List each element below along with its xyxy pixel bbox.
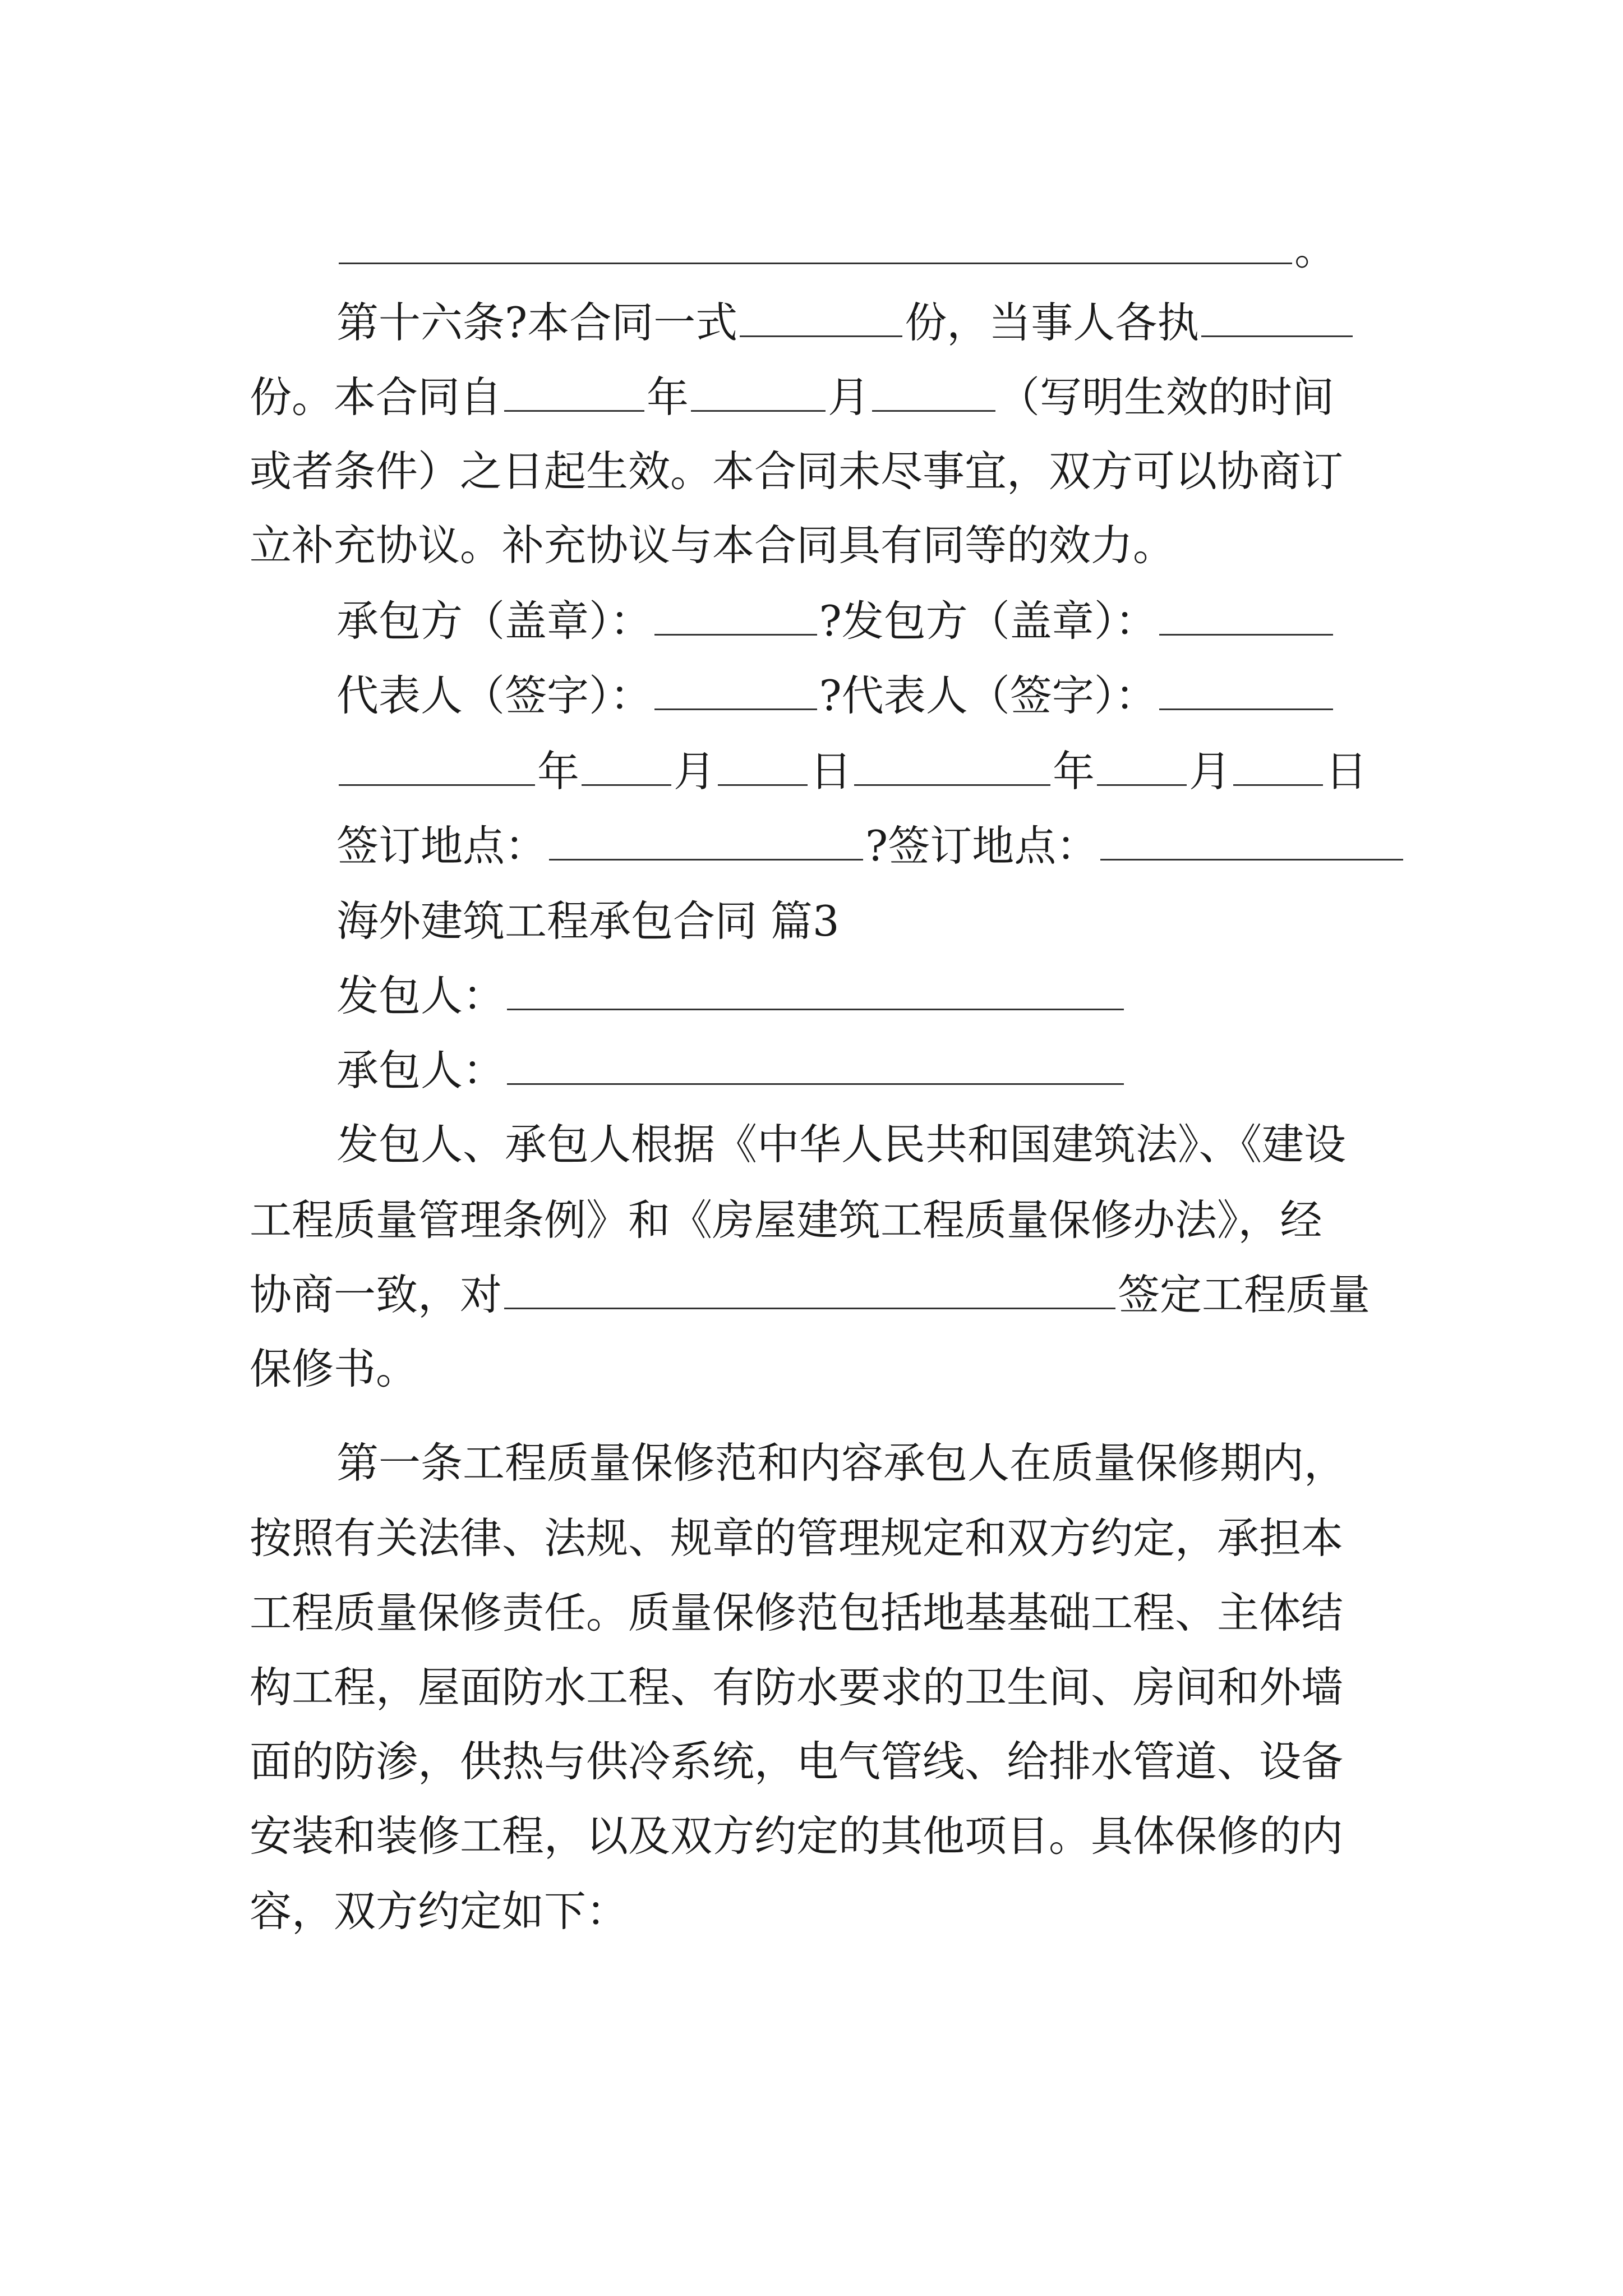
line-12	[336, 1042, 1126, 1098]
employer-label: 发包人：	[336, 971, 505, 1020]
signing-place-label-1: 签订地点：	[336, 821, 547, 871]
month-label: 月	[828, 372, 870, 422]
line-17: 第一条工程质量保修范和内容承包人在质量保修期内，	[336, 1438, 1347, 1488]
employer-blank[interactable]	[507, 969, 1124, 1010]
date-month-blank-2[interactable]	[1097, 745, 1187, 786]
month-label-2: 月	[1189, 747, 1232, 796]
section-heading: 海外建筑工程承包合同 篇3	[336, 896, 840, 946]
copies-blank[interactable]	[740, 296, 902, 337]
line-2	[336, 295, 1355, 351]
line-16: 保修书。	[250, 1344, 418, 1393]
month-label-1: 月	[674, 747, 716, 796]
copies-each-text: 份，当事人各执	[905, 298, 1200, 347]
line-1	[336, 222, 1336, 278]
period: 。	[1294, 225, 1337, 274]
rep-sign-label-2: ?代表人（签字）：	[819, 671, 1158, 720]
line-23: 容，双方约定如下：	[250, 1887, 629, 1936]
year-label-1: 年	[537, 747, 580, 796]
day-blank[interactable]	[872, 371, 995, 412]
month-blank[interactable]	[691, 371, 826, 412]
date-month-blank-1[interactable]	[582, 745, 671, 786]
rep-sign-blank-2[interactable]	[1159, 669, 1333, 710]
year-blank[interactable]	[504, 371, 644, 412]
line-6	[336, 593, 1335, 649]
condition-note: （写明生效的时间	[998, 372, 1335, 422]
line-18: 按照有关法律、法规、规章的管理规定和双方约定，承担本	[250, 1513, 1344, 1563]
line-7	[336, 668, 1335, 724]
line-22: 安装和装修工程，以及双方约定的其他项目。具体保修的内	[250, 1811, 1344, 1861]
date-day-blank-2[interactable]	[1233, 745, 1323, 786]
day-label-2: 日	[1325, 747, 1368, 796]
line-5: 立补充协议。补充协议与本合同具有同等的效力。	[250, 521, 1175, 570]
line-3	[250, 369, 1334, 425]
sign-warranty-text: 签定工程质量	[1118, 1270, 1371, 1319]
negotiation-text: 协商一致，对	[250, 1270, 502, 1319]
project-blank[interactable]	[504, 1268, 1115, 1309]
signing-place-blank-2[interactable]	[1100, 820, 1403, 861]
signing-place-blank-1[interactable]	[549, 820, 863, 861]
line-15	[250, 1267, 1370, 1323]
line-20: 构工程，屋面防水工程、有防水要求的卫生间、房间和外墙	[250, 1663, 1344, 1712]
effective-from-text: 份。本合同自	[250, 372, 502, 422]
contractor-seal-blank[interactable]	[654, 595, 817, 636]
rep-sign-blank-1[interactable]	[654, 669, 817, 710]
line-21: 面的防渗，供热与供冷系统，电气管线、给排水管道、设备	[250, 1737, 1344, 1786]
year-label: 年	[647, 372, 689, 422]
employer-seal-blank[interactable]	[1159, 595, 1333, 636]
article-16-text: 第十六条?本合同一式	[336, 298, 738, 347]
date-year-blank-2[interactable]	[854, 745, 1050, 786]
rep-sign-label-1: 代表人（签字）：	[336, 671, 652, 720]
line-4: 或者条件）之日起生效。本合同未尽事宜，双方可以协商订	[250, 447, 1344, 496]
line-8	[336, 743, 1367, 799]
date-year-blank-1[interactable]	[339, 745, 535, 786]
copies-each-blank[interactable]	[1201, 296, 1353, 337]
signing-place-label-2: ?签订地点：	[865, 821, 1099, 871]
contractor-label: 承包人：	[336, 1046, 505, 1095]
day-label-1: 日	[810, 747, 852, 796]
line-11	[336, 968, 1126, 1024]
contractor-seal-label: 承包方（盖章）：	[336, 596, 652, 646]
year-label-2: 年	[1053, 747, 1095, 796]
contractor-blank[interactable]	[507, 1044, 1124, 1085]
employer-seal-label: ?发包方（盖章）：	[819, 596, 1158, 646]
line-19: 工程质量保修责任。质量保修范包括地基基础工程、主体结	[250, 1588, 1344, 1637]
line-9	[336, 818, 1405, 874]
date-day-blank-1[interactable]	[718, 745, 808, 786]
line-14: 工程质量管理条例》和《房屋建筑工程质量保修办法》，经	[250, 1195, 1322, 1245]
fill-blank[interactable]	[339, 223, 1292, 264]
line-13: 发包人、承包人根据《中华人民共和国建筑法》、《建设	[336, 1120, 1347, 1169]
